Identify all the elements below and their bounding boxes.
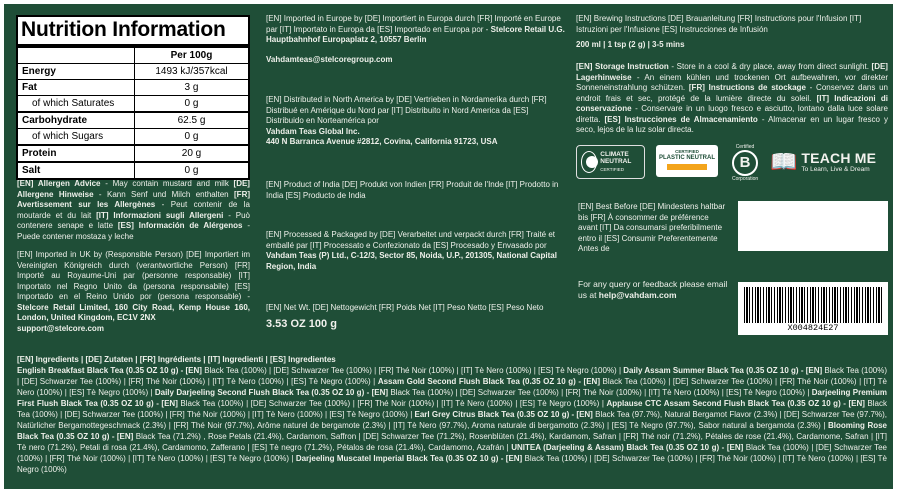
barcode-bars <box>744 287 882 323</box>
na-distributor: [EN] Distributed in North America by [DE] Vertrieben in Nordamerika durch [FR] Distribué en Amérique du Nord par [IT] Distribuito in Nord America da [ES] Distribuido en Norteamérica por Vahdam Teas Global Inc. 440 N Barranca Avenue #2812, Covina, California 91723, USA <box>266 95 547 146</box>
nutrition-value: 20 g <box>135 145 249 162</box>
packed-by: [EN] Processed & Packaged by [DE] Verarbeitet und verpackt durch [FR] Traité et emballé par [IT] Processato e Confezionato da [ES] Procesado y Envasado por Vahdam Teas (P) Ltd., C-12/3, Sector 85, Noida, U.P., 201305, National Capital Region, India <box>266 230 557 271</box>
nutrition-value: 62.5 g <box>135 112 249 129</box>
nutrition-label: of which Sugars <box>18 129 135 146</box>
climate-neutral-logo: CLIMATE NEUTRAL CERTIFIED <box>576 145 645 179</box>
nutrition-value: 1493 kJ/357kcal <box>135 64 249 80</box>
nutrition-label: Protein <box>18 145 135 162</box>
net-weight-label: [EN] Net Wt. [DE] Nettogewicht [FR] Poids Net [IT] Peso Netto [ES] Peso Neto <box>266 303 544 312</box>
nutrition-value: 0 g <box>135 129 249 146</box>
bcorp-logo: Certified B Corporation <box>732 144 759 182</box>
product-origin: [EN] Product of India [DE] Produkt von Indien [FR] Produit de l'Inde [IT] Prodotto in India [ES] Producto de India <box>266 180 559 200</box>
best-before: [EN] Best Before [DE] Mindestens haltbar bis [FR] À consommer de préférence avant [IT] Da consumarsi preferibilmente entro il [ES] Consumir Preferentemente Antes de <box>578 202 726 253</box>
barcode <box>738 282 888 335</box>
storage-instructions: [EN] Storage Instruction - Store in a cool & dry place, away from direct sunlight. [DE] Lagerhinweise - An einem kühlen und trockenen Ort aufbewahren, vor direkter Sonneneinstrahlung schützen. [FR] Instructions de stockage - Conservez dans un endroit frais et sec, protégé de la lumière directe du soleil. [IT] Indicazioni di conservazione - Conservare in un luogo fresco e asciutto, lontano dalla luce solare diretta. [ES] Instrucciones de Almacenamiento - Almacenar en un lugar fresco y seco, lejos de la luz solar directa. <box>576 62 889 134</box>
label-panel <box>4 4 893 489</box>
nutrition-label: Carbohydrate <box>18 112 135 129</box>
eu-importer: [EN] Imported in Europe by [DE] Importiert in Europa durch [FR] Importé en Europe par [IT] Importato in Europa da [ES] Importado en Europa por - Stelcore Retail U.G. Hauptbahnhof Europaplatz 2, 10557 Berlin <box>266 14 565 44</box>
net-weight-value: 3.53 OZ 100 g <box>266 318 337 330</box>
uk-importer: [EN] Imported in UK by (Responsible Person) [DE] Importiert im Vereinigten Königreich durch (verantwortliche Person) [FR] Importé au Royaume-Uni par (personne responsable) [IT] Importato nel Regno Unito da (persona responsabile) [ES] Importado en el Reino Unido por (persona responsable) - Stelcore Retail Limited, 160 City Road, Kemp House 160, London, United Kingdom, EC1V 2NX support@stelcore.com <box>17 250 250 333</box>
nutrition-grid <box>18 48 248 178</box>
nutrition-label: of which Saturates <box>18 96 135 113</box>
allergen-advice: [EN] Allergen Advice - May contain mustard and milk [DE] Allergene Hinweise - Kann Senf und Milch enthalten [FR] Avertissement sur les Allergènes - Peut contenir de la moutarde et du lait [IT] Informazioni sugli Allergeni - Può contenere senape e latte [ES] Información de Alérgenos - Puede contener mostaza y leche <box>17 179 251 241</box>
nutrition-value: 0 g <box>135 96 249 113</box>
uk-support-email: support@stelcore.com <box>17 323 104 333</box>
nutrition-label: Salt <box>22 165 41 176</box>
nutrition-label: Fat <box>18 80 135 96</box>
best-before-date-box <box>738 201 888 251</box>
contact-info: For any query or feedback please email us at help@vahdam.com <box>578 279 728 300</box>
eu-email: Vahdamteas@stelcoregroup.com <box>266 55 393 64</box>
nutrition-value: 3 g <box>135 80 249 96</box>
book-icon: 📖 <box>770 149 798 174</box>
bcorp-b-icon: B <box>732 150 758 176</box>
nutrition-per-header: Per 100g <box>135 48 249 64</box>
help-email: help@vahdam.com <box>598 290 677 300</box>
ingredients: [EN] Ingredients | [DE] Zutaten | [FR] Ingrédients | [IT] Ingredienti | [ES] Ingredientes English Breakfast Black Tea (0.35 OZ 10 g) - [EN] Black Tea (100%) | [DE] Schwarzer Tee (100%) | [FR] Thé Noir (100%) | [IT] Tè Nero (100%) | [ES] Tè Negro (100%) | Daily Assam Summer Black Tea (0.35 OZ 10 g) - [EN] Black Tea (100%) | [DE] Schwarzer Tee (100%) | [FR] Thé Noir (100%) | [IT] Tè Nero (100%) | [ES] Tè Negro (100%) | Assam Gold Second Flush Black Tea (0.35 OZ 10 g) - [EN] Black Tea (100%) | [DE] Schwarzer Tee (100%) | [FR] Thé Noir (100%) | [IT] Tè Nero (100%) | [ES] Tè Negro (100%) | Daily Darjeeling Second Flush Black Tea (0.35 OZ 10 g) - [EN] Black Tea (100%) | [DE] Schwarzer Tee (100%) | [FR] Thé Noir (100%) | [IT] Tè Nero (100%) | [ES] Tè Negro (100%) | Darjeeling Premium First Flush Black Tea (0.35 OZ 10 g) - [EN] Black Tea (100%) | [DE] Schwarzer Tee (100%) | [FR] Thé Noir (100%) | [IT] Tè Nero (100%) | [ES] Tè Negro (100%) | Applause CTC Assam Second Flush Black Tea (0.35 OZ 10 g) - [EN] Black Tea (100%) | [DE] Schwarzer Tee (100%) | [FR] Thé Noir (100%) | [IT] Tè Nero (100%) | [ES] Tè Negro (100%) | Earl Grey Citrus Black Tea (0.35 OZ 10 g) - [EN] Black Tea (97.7%), Natural Bergamot Flavor (2.3%) | [DE] Schwarzer Tee (97.7%), Natürlicher Bergamottegeschmack (2.3%) | [FR] Thé Noir (97.7%), Arôme naturel de bergamote (2.3%) | [IT] Tè Nero (97.7%), Aroma naturale di bergamotto (2.3%) | [ES] Tè Negro (97.7%), Sabor natural a bergamota (2.3%) | Blooming Rose Black Tea (0.35 OZ 10 g) - [EN] Black Tea (71.2%) , Rose Petals (21.4%), Cardamom, Saffron | [DE] Schwarzer Tee (71.2%), Rosenblüten (21.4%), Kardamom, Safran | [FR] Thé noir (71.2%), Pétales de rose (21.4%), Cardamome, Safran | [IT] Tè nero (71.2%), Petali di rosa (21.4%), Cardamomo, Zafferano | [ES] Tè negro (71.2%), Pétalos de rosa (21.4%), Cardamomo, Azafrán | UNITEA (Darjeeling & Assam) Black Tea (0.35 OZ 10 g) - [EN] Black Tea (100%) | [DE] Schwarzer Tee (100%) | [FR] Thé Noir (100%) | [IT] Tè Nero (100%) | [ES] Tè Negro (100%) | Darjeeling Muscatel Imperial Black Tea (0.35 OZ 10 g) - [EN] Black Tea (100%) | [DE] Schwarzer Tee (100%) | [FR] Thé Noir (100%) | [IT] Tè Nero (100%) | [ES] Tè Negro (100%) <box>17 355 888 474</box>
brewing-amounts: 200 ml | 1 tsp (2 g) | 3-5 mins <box>576 40 685 49</box>
nutrition-value: 0 g <box>135 162 249 178</box>
plastic-neutral-logo: CERTIFIED PLASTIC NEUTRAL <box>656 145 718 177</box>
ingredients-heading: [EN] Ingredients | [DE] Zutaten | [FR] Ingrédients | [IT] Ingredienti | [ES] Ingredientes <box>17 355 336 364</box>
nutrition-label: Energy <box>18 64 135 80</box>
teach-me-logo: 📖 TEACH ME To Learn, Live & Dream <box>770 149 877 174</box>
nutrition-table <box>16 15 250 180</box>
barcode-number: X004824E27 <box>787 323 839 333</box>
nutrition-title: Nutrition Information <box>18 17 248 48</box>
globe-icon <box>581 151 597 173</box>
brewing-instructions: [EN] Brewing Instructions [DE] Brauanleitung [FR] Instructions pour l'Infusion [IT] Istruzioni per l'Infusione [ES] Instrucciones de Infusión <box>576 14 862 34</box>
